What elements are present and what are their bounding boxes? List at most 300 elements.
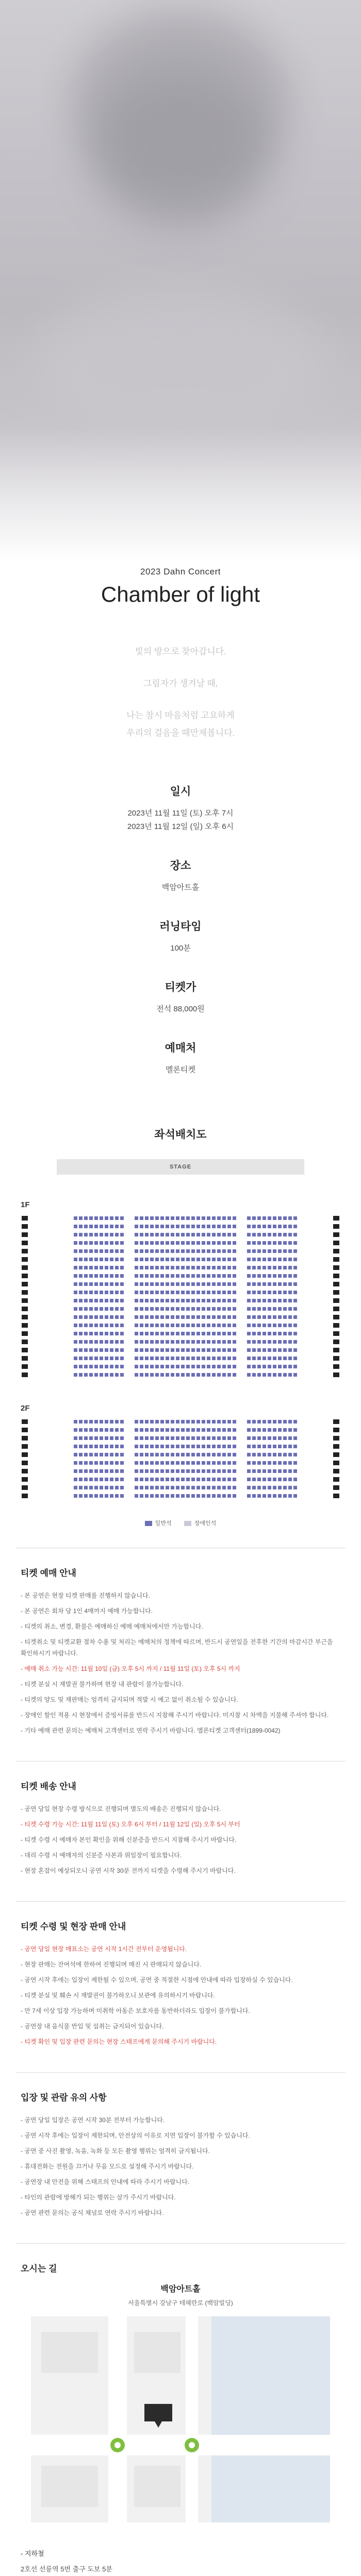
seat (293, 1225, 297, 1228)
seat (84, 1216, 88, 1220)
seat (105, 1216, 108, 1220)
seat (283, 1266, 287, 1269)
seat (268, 1315, 271, 1319)
seat (212, 1461, 216, 1465)
seat (140, 1299, 143, 1302)
seat (135, 1348, 138, 1352)
seat (181, 1307, 185, 1311)
legend-item: 일반석 (145, 1519, 172, 1527)
seat (273, 1420, 276, 1423)
seat (288, 1315, 292, 1319)
seat (207, 1233, 210, 1236)
seat (145, 1365, 149, 1368)
seat (186, 1225, 190, 1228)
seat (217, 1291, 221, 1294)
seat (191, 1274, 195, 1278)
directions (15, 2538, 346, 2576)
seat (94, 1445, 98, 1448)
seat (105, 1282, 108, 1286)
seat (155, 1445, 159, 1448)
seat (140, 1216, 143, 1220)
seat (176, 1373, 179, 1377)
seat (145, 1241, 149, 1245)
seat (110, 1445, 113, 1448)
seat (181, 1241, 185, 1245)
seat (74, 1216, 77, 1220)
seat (233, 1324, 236, 1327)
notice-item: - 공연 중 사진 촬영, 녹음, 녹화 등 모든 촬영 행위는 엄격히 금지됩니다. (21, 2147, 210, 2155)
seat (191, 1233, 195, 1236)
seat (268, 1324, 271, 1327)
seat (207, 1225, 210, 1228)
seat (89, 1365, 93, 1368)
seat (288, 1348, 292, 1352)
seat (207, 1299, 210, 1302)
seat (252, 1357, 256, 1360)
seat (191, 1373, 195, 1377)
seat (278, 1315, 282, 1319)
seat (145, 1486, 149, 1489)
seat (252, 1469, 256, 1473)
seat (145, 1291, 149, 1294)
seat (222, 1486, 226, 1489)
seat (94, 1428, 98, 1432)
seat (89, 1274, 93, 1278)
seat (110, 1233, 113, 1236)
seat (191, 1340, 195, 1344)
seat (186, 1307, 190, 1311)
seat (207, 1266, 210, 1269)
seat (257, 1469, 261, 1473)
seat (273, 1478, 276, 1481)
info-value: 2023년 11월 11일 (토) 오후 7시 (127, 809, 234, 818)
seat (135, 1225, 138, 1228)
seat (252, 1249, 256, 1253)
seat (273, 1291, 276, 1294)
notice-item: - 타인의 관람에 방해가 되는 행위는 삼가 주시기 바랍니다. (21, 2194, 176, 2201)
seat (120, 1461, 124, 1465)
seat (110, 1357, 113, 1360)
poem-line: 나는 참시 마음처럼 고요하게 (126, 710, 235, 720)
seat (105, 1241, 108, 1245)
seat (140, 1274, 143, 1278)
seat (150, 1258, 154, 1261)
seat (283, 1233, 287, 1236)
row-label (22, 1290, 28, 1295)
seat (186, 1365, 190, 1368)
seat (110, 1225, 113, 1228)
seat (196, 1357, 200, 1360)
seat (176, 1282, 179, 1286)
seat (145, 1348, 149, 1352)
info-value: 백암아트홀 (161, 883, 200, 892)
seat (202, 1249, 205, 1253)
seat (207, 1216, 210, 1220)
row-label (333, 1477, 339, 1482)
seat (278, 1332, 282, 1335)
seat (105, 1469, 108, 1473)
row-label (333, 1241, 339, 1245)
seat (186, 1461, 190, 1465)
seat (94, 1291, 98, 1294)
seat (84, 1365, 88, 1368)
seat (84, 1453, 88, 1456)
seat (89, 1478, 93, 1481)
seat (89, 1461, 93, 1465)
seat (160, 1420, 164, 1423)
seat (100, 1258, 103, 1261)
seat (222, 1282, 226, 1286)
seat (150, 1307, 154, 1311)
seat (171, 1315, 174, 1319)
seat (268, 1445, 271, 1448)
seat (288, 1225, 292, 1228)
seat (186, 1478, 190, 1481)
seat (186, 1291, 190, 1294)
seat (140, 1445, 143, 1448)
seat (252, 1216, 256, 1220)
seat (283, 1307, 287, 1311)
seat (217, 1307, 221, 1311)
seat (227, 1274, 231, 1278)
seat (262, 1274, 266, 1278)
seat (110, 1436, 113, 1440)
seat (293, 1453, 297, 1456)
seat (176, 1494, 179, 1498)
seat (196, 1494, 200, 1498)
seat (278, 1373, 282, 1377)
seat (196, 1461, 200, 1465)
seat (84, 1461, 88, 1465)
seat (176, 1233, 179, 1236)
seat (283, 1445, 287, 1448)
seat (217, 1258, 221, 1261)
seat (171, 1249, 174, 1253)
location-map[interactable] (31, 2316, 330, 2522)
seat (84, 1291, 88, 1294)
row-label (333, 1356, 339, 1361)
seat (227, 1291, 231, 1294)
seat (160, 1307, 164, 1311)
seat (89, 1241, 93, 1245)
seat (207, 1348, 210, 1352)
venue-name: 백암아트홀 (160, 2285, 201, 2294)
seat (268, 1299, 271, 1302)
seat (120, 1373, 124, 1377)
seat (191, 1445, 195, 1448)
seat (202, 1486, 205, 1489)
seat (293, 1428, 297, 1432)
seat (257, 1324, 261, 1327)
seat (262, 1445, 266, 1448)
seat (166, 1324, 169, 1327)
seat (135, 1258, 138, 1261)
seat (268, 1291, 271, 1294)
seat (135, 1420, 138, 1423)
seat (145, 1420, 149, 1423)
seat (257, 1249, 261, 1253)
seat (278, 1266, 282, 1269)
seat (176, 1266, 179, 1269)
seat (105, 1274, 108, 1278)
seat (262, 1291, 266, 1294)
seat (202, 1266, 205, 1269)
seat (191, 1436, 195, 1440)
seat (100, 1266, 103, 1269)
seat (110, 1365, 113, 1368)
seat (191, 1216, 195, 1220)
seat (186, 1332, 190, 1335)
seat (115, 1357, 119, 1360)
seat (257, 1266, 261, 1269)
seat (262, 1486, 266, 1489)
seat (262, 1282, 266, 1286)
seat (100, 1299, 103, 1302)
seat (176, 1249, 179, 1253)
seat (166, 1428, 169, 1432)
seat (105, 1307, 108, 1311)
seat (257, 1445, 261, 1448)
seat (135, 1428, 138, 1432)
seat (160, 1461, 164, 1465)
seat (105, 1445, 108, 1448)
seat (176, 1357, 179, 1360)
seat (233, 1373, 236, 1377)
seat (74, 1340, 77, 1344)
seat (176, 1461, 179, 1465)
seat (293, 1445, 297, 1448)
seat (227, 1299, 231, 1302)
row-label (22, 1274, 28, 1278)
seat (262, 1469, 266, 1473)
seat (268, 1225, 271, 1228)
seat (283, 1436, 287, 1440)
seat (278, 1357, 282, 1360)
seat (293, 1436, 297, 1440)
seat (217, 1357, 221, 1360)
seat (207, 1315, 210, 1319)
seat (115, 1258, 119, 1261)
seat (160, 1494, 164, 1498)
seat (217, 1365, 221, 1368)
seat (181, 1420, 185, 1423)
seat (74, 1357, 77, 1360)
seat (283, 1486, 287, 1489)
seat (227, 1282, 231, 1286)
seat (186, 1315, 190, 1319)
seat (278, 1436, 282, 1440)
seat (262, 1225, 266, 1228)
seat (207, 1486, 210, 1489)
seat (74, 1324, 77, 1327)
seat (79, 1291, 83, 1294)
seat (273, 1299, 276, 1302)
seat (212, 1233, 216, 1236)
seat (191, 1478, 195, 1481)
seat (100, 1469, 103, 1473)
seat (120, 1486, 124, 1489)
seat (202, 1453, 205, 1456)
seat (171, 1494, 174, 1498)
seat (273, 1428, 276, 1432)
seat (150, 1266, 154, 1269)
seat (155, 1258, 159, 1261)
seat (217, 1478, 221, 1481)
seat (94, 1494, 98, 1498)
seat (79, 1461, 83, 1465)
seat (227, 1436, 231, 1440)
row-label (22, 1477, 28, 1482)
seat (94, 1315, 98, 1319)
hero-image (0, 0, 361, 562)
seat (166, 1461, 169, 1465)
seat (207, 1340, 210, 1344)
seat (166, 1241, 169, 1245)
notice-title: 티켓 예매 안내 (21, 1568, 76, 1578)
seat (257, 1274, 261, 1278)
notice-item: - 티켓 확인 및 입장 관련 문의는 현장 스태프에게 문의해 주시기 바랍니다. (21, 2038, 217, 2045)
seat (84, 1249, 88, 1253)
notice-item: - 티켓의 취소, 변경, 환불은 예매하신 예매 예매처에서만 가능합니다. (21, 1623, 203, 1630)
seat (252, 1420, 256, 1423)
row-label (22, 1428, 28, 1432)
seat (247, 1307, 251, 1311)
seat (155, 1340, 159, 1344)
seat (140, 1494, 143, 1498)
seat (89, 1428, 93, 1432)
seat (262, 1233, 266, 1236)
seat (115, 1420, 119, 1423)
seat (252, 1258, 256, 1261)
seat (186, 1249, 190, 1253)
seat (293, 1299, 297, 1302)
seat (202, 1307, 205, 1311)
seat (252, 1291, 256, 1294)
seat (247, 1348, 251, 1352)
seat (233, 1233, 236, 1236)
seat (222, 1291, 226, 1294)
seat (150, 1291, 154, 1294)
seat (283, 1478, 287, 1481)
seat (145, 1282, 149, 1286)
seat (196, 1373, 200, 1377)
seat (233, 1315, 236, 1319)
seat (186, 1274, 190, 1278)
seat (222, 1445, 226, 1448)
seat (120, 1274, 124, 1278)
seat (150, 1241, 154, 1245)
seat (79, 1299, 83, 1302)
seat (247, 1494, 251, 1498)
seat (89, 1266, 93, 1269)
seat (233, 1428, 236, 1432)
seat (150, 1357, 154, 1360)
seat (227, 1445, 231, 1448)
seat (191, 1249, 195, 1253)
seat (247, 1332, 251, 1335)
seat (74, 1266, 77, 1269)
seat (207, 1365, 210, 1368)
seat (100, 1348, 103, 1352)
seat (196, 1324, 200, 1327)
row-label (333, 1323, 339, 1328)
seat (176, 1445, 179, 1448)
seat (217, 1241, 221, 1245)
seat (105, 1291, 108, 1294)
notice-item: - 티켓 분실 시 재발권 불가하며 현장 내 관람이 불가능합니다. (21, 1681, 184, 1688)
seat (262, 1266, 266, 1269)
seat (212, 1428, 216, 1432)
seat (268, 1461, 271, 1465)
seat (176, 1428, 179, 1432)
seat (110, 1373, 113, 1377)
seat (140, 1241, 143, 1245)
seat (115, 1453, 119, 1456)
seat (155, 1494, 159, 1498)
seat (140, 1340, 143, 1344)
seat (191, 1315, 195, 1319)
seat (268, 1307, 271, 1311)
seat (84, 1274, 88, 1278)
seat (227, 1373, 231, 1377)
seat (262, 1365, 266, 1368)
seat (166, 1445, 169, 1448)
seat (135, 1307, 138, 1311)
seat (171, 1258, 174, 1261)
seat (222, 1307, 226, 1311)
seat (89, 1315, 93, 1319)
seat (94, 1420, 98, 1423)
seat (105, 1348, 108, 1352)
notice-item: - 공연 당일 현장 수령 방식으로 진행되며 별도의 배송은 진행되지 않습니다. (21, 1805, 221, 1812)
seat (247, 1274, 251, 1278)
seat (84, 1436, 88, 1440)
seat (94, 1274, 98, 1278)
seat-legend (21, 1519, 340, 1527)
seat (217, 1299, 221, 1302)
seat (196, 1420, 200, 1423)
seat (202, 1216, 205, 1220)
seat (171, 1332, 174, 1335)
seat (115, 1332, 119, 1335)
seat (115, 1436, 119, 1440)
seat (191, 1428, 195, 1432)
seat (105, 1225, 108, 1228)
seat (247, 1282, 251, 1286)
seat (186, 1348, 190, 1352)
seat (283, 1332, 287, 1335)
seat (79, 1365, 83, 1368)
seat (288, 1307, 292, 1311)
seat (186, 1266, 190, 1269)
seat (252, 1348, 256, 1352)
seat (150, 1420, 154, 1423)
seat (140, 1478, 143, 1481)
seat (84, 1258, 88, 1261)
seat (145, 1266, 149, 1269)
seat (186, 1373, 190, 1377)
seat (160, 1233, 164, 1236)
seat (160, 1249, 164, 1253)
row-label (22, 1249, 28, 1253)
info-value: 2023년 11월 12일 (일) 오후 6시 (127, 822, 234, 831)
notice-item: - 현장 혼잡이 예상되오니 공연 시작 30분 전까지 티켓을 수령해 주시기 바랍니다. (21, 1867, 236, 1874)
seat (247, 1241, 251, 1245)
seat (247, 1461, 251, 1465)
seat (84, 1307, 88, 1311)
seat (89, 1436, 93, 1440)
seat (278, 1241, 282, 1245)
